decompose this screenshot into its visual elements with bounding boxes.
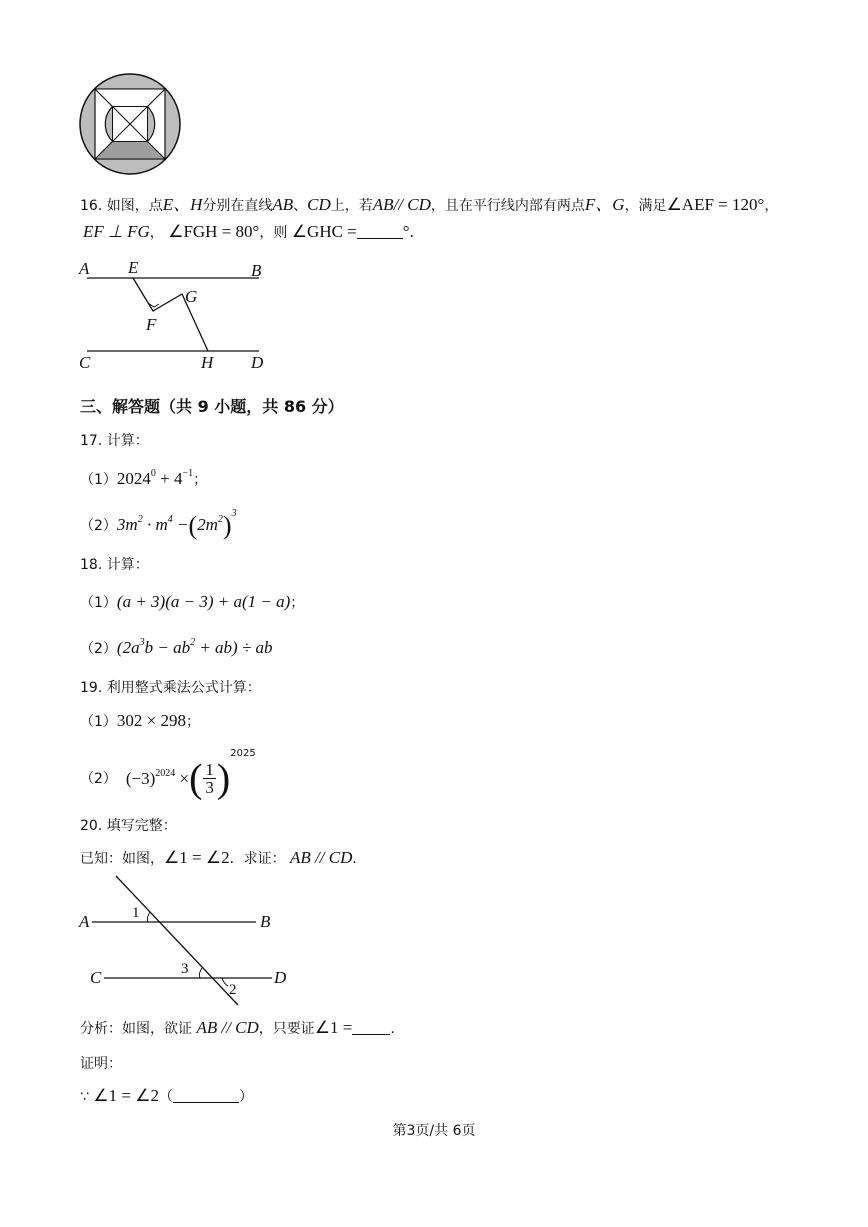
q20-proof-label: 证明：: [80, 1056, 122, 1072]
q19-heading: 19. 利用整式乘法公式计算：: [80, 680, 261, 696]
label-B: B: [251, 261, 262, 280]
parallel-lines-figure-16: [75, 256, 275, 372]
angle-label-2: 2: [229, 982, 237, 998]
page-footer: 第3页/共 6页: [392, 1123, 476, 1139]
q16-line2: EF ⊥ FG， ∠FGH = 80°，则 ∠GHC = °.: [83, 222, 414, 241]
q18-heading: 18. 计算：: [80, 557, 149, 573]
label-D: D: [274, 968, 287, 987]
q20-analysis: 分析：如图，欲证 AB // CD，只要证∠1 = .: [80, 1018, 395, 1037]
q19-part1: （1）302 × 298；: [80, 711, 201, 730]
q20-heading: 20. 填写完整：: [80, 818, 177, 834]
answer-blank[interactable]: [357, 224, 403, 239]
q19-part2: （2） $(-3)^{2024}$ ×( $\frac{1}{3}$ )$^{2025}$: [80, 748, 256, 801]
q17-heading: 17. 计算：: [80, 433, 149, 449]
fraction-one-third: $\frac{1}{3}$: [205, 759, 214, 797]
q17-part1: $(1)2024^0 + 4^{-1}$；: [80, 468, 208, 488]
label-D: D: [251, 353, 264, 372]
q18-part1: （1）(a + 3)(a − 3) + a(1 − a)；: [80, 592, 305, 611]
label-B: B: [260, 912, 271, 931]
label-C: C: [90, 968, 102, 987]
label-F: F: [146, 315, 157, 334]
transversal-figure-20: [76, 872, 292, 1012]
label-A: A: [79, 912, 90, 931]
q20-proof-step1: ∵ ∠1 = ∠2（ ）: [80, 1086, 253, 1105]
reason-blank[interactable]: [173, 1088, 239, 1103]
label-C: C: [79, 353, 91, 372]
label-H: H: [201, 353, 214, 372]
q20-given: 已知：如图，∠1 = ∠2．求证： AB // CD．: [80, 848, 367, 867]
label-E: E: [128, 258, 139, 277]
label-A: A: [79, 259, 90, 278]
q16-number: 16.: [80, 198, 103, 214]
section-title: 三、解答题（共 9 小题，共 86 分）: [80, 397, 344, 416]
because-symbol: ∵: [80, 1089, 89, 1105]
analysis-blank[interactable]: [352, 1020, 390, 1035]
label-G: G: [185, 287, 198, 306]
q16-line1: 16. 如图，点E、H分别在直线AB、CD上，若AB// CD，且在平行线内部有两点F、G，满足∠AEF = 120°，: [80, 195, 779, 214]
angle-label-1: 1: [132, 905, 140, 921]
angle-aef: ∠AEF = 120°: [666, 195, 765, 214]
circle-square-figure: [78, 72, 182, 176]
angle-label-3: 3: [181, 961, 189, 977]
q17-part2: $(2)3m^2 \cdot m^4 -(2m^2)^3$: [80, 508, 237, 540]
q18-part2: $(2)(2a^3b - ab^2 + ab)$ ÷ ab: [80, 637, 273, 657]
